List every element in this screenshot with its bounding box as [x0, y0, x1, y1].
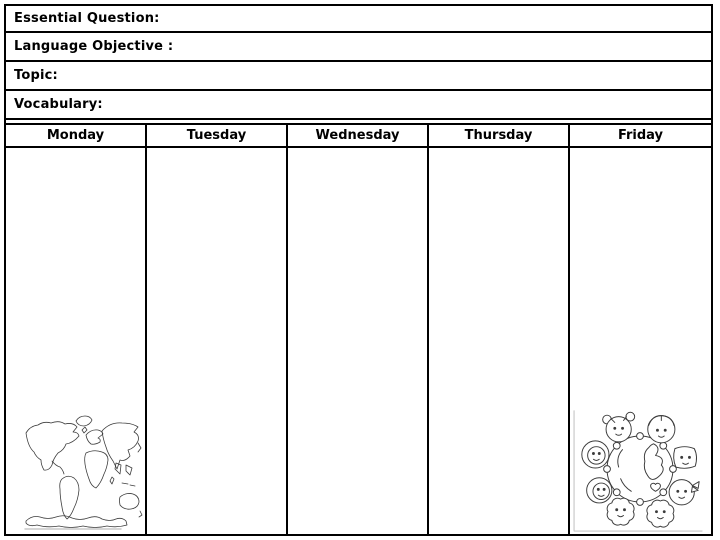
vocabulary-label: Vocabulary:: [14, 97, 103, 112]
day-cell-wednesday[interactable]: [288, 148, 429, 534]
day-cell-thursday[interactable]: [429, 148, 570, 534]
day-header-monday: Monday: [6, 125, 147, 146]
field-row-essential-question[interactable]: [6, 6, 711, 33]
field-row-topic[interactable]: [6, 62, 711, 91]
week-table: [6, 123, 711, 534]
day-cell-tuesday[interactable]: [147, 148, 288, 534]
day-cell-monday[interactable]: [6, 148, 147, 534]
week-table-body-row: [6, 148, 711, 534]
children-around-globe-image: [572, 405, 708, 533]
topic-label: Topic:: [14, 68, 58, 83]
language-objective-label: Language Objective :: [14, 39, 174, 54]
week-table-header-row: [6, 125, 711, 148]
day-cell-friday[interactable]: [570, 148, 711, 534]
day-header-thursday: Thursday: [429, 125, 570, 146]
field-row-vocabulary[interactable]: [6, 91, 711, 120]
world-map-image: [22, 409, 146, 531]
day-header-friday: Friday: [617, 128, 664, 143]
day-header-wednesday: Wednesday: [288, 125, 429, 146]
planner-sheet: [4, 4, 713, 536]
essential-question-label: Essential Question:: [14, 11, 160, 26]
field-row-language-objective[interactable]: [6, 33, 711, 62]
day-header-tuesday: Tuesday: [147, 125, 288, 146]
